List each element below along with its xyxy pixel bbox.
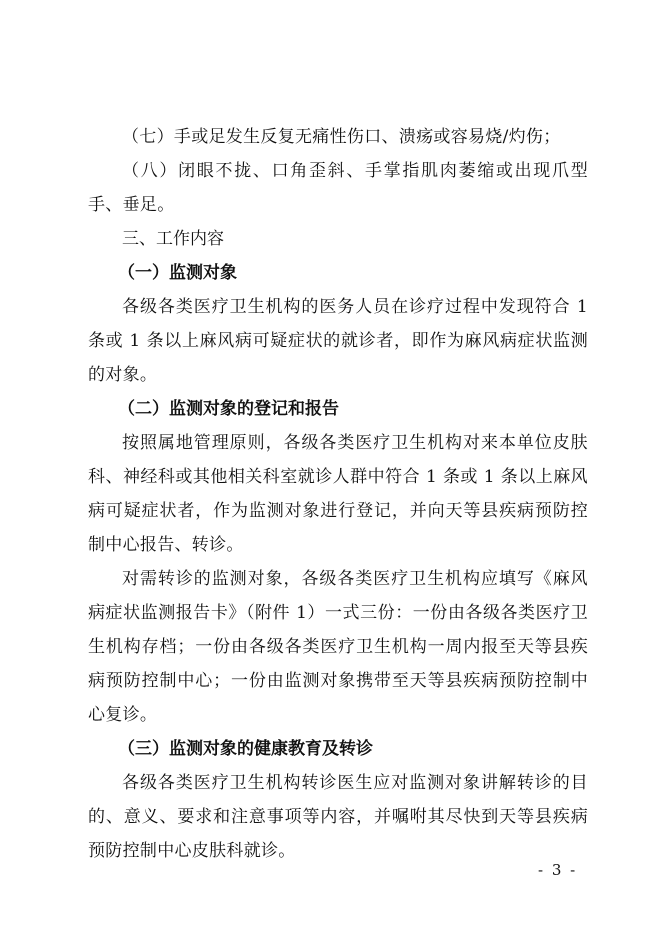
page-number: - 3 -	[538, 861, 578, 879]
document-body	[88, 120, 588, 868]
subsection-one-text: 各级各类医疗卫生机构的医务人员在诊疗过程中发现符合 1 条或 1 条以上麻风病可疑症状的就诊者，即作为麻风病症状监测的对象。	[88, 297, 588, 385]
section-three-title: 三、工作内容	[122, 229, 224, 249]
item-seven: （七）手或足发生反复无痛性伤口、溃疡或容易烧/灼伤；	[122, 127, 561, 147]
subsection-two-title: （二）监测对象的登记和报告	[118, 399, 339, 419]
subsection-one-title: （一）监测对象	[118, 263, 237, 283]
item-eight: （八）闭眼不拢、口角歪斜、手掌指肌肉萎缩或出现爪型手、垂足。	[88, 161, 588, 215]
subsection-two-text-2: 对需转诊的监测对象，各级各类医疗卫生机构应填写《麻风病症状监测报告卡》（附件 1）一式三份：一份由各级各类医疗卫生机构存档；一份由各级各类医疗卫生机构一周内报至天等县疾病预防控制中心；一份由监测对象携带至天等县疾病预防控制中心复诊。	[88, 569, 588, 725]
subsection-three-text: 各级各类医疗卫生机构转诊医生应对监测对象讲解转诊的目的、意义、要求和注意事项等内容，并嘱咐其尽快到天等县疾病预防控制中心皮肤科就诊。	[88, 773, 588, 861]
subsection-three-title: （三）监测对象的健康教育及转诊	[118, 739, 373, 759]
subsection-two-text-1: 按照属地管理原则，各级各类医疗卫生机构对来本单位皮肤科、神经科或其他相关科室就诊人群中符合 1 条或 1 条以上麻风病可疑症状者，作为监测对象进行登记，并向天等县疾病预防控制中心报告、转诊。	[88, 433, 588, 555]
